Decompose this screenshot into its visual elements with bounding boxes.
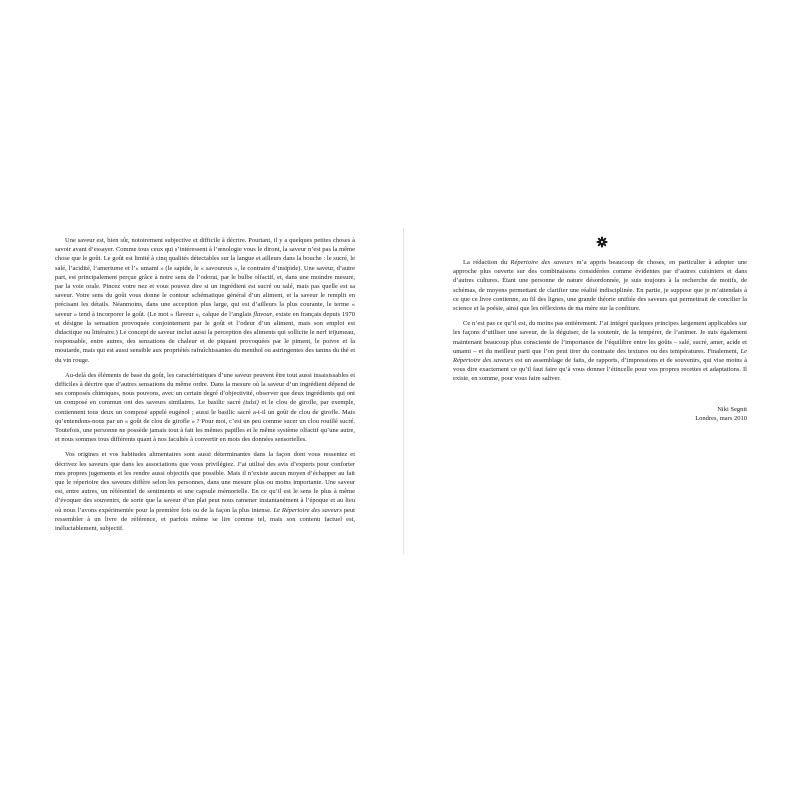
author-name: Niki Segnit (717, 406, 747, 413)
right-page-text (453, 258, 747, 390)
italic-title: Le Répertoire des saveurs (453, 347, 747, 365)
paragraph: Ce n’est pas ce qu’il est, du moins pas entièrement. J’ai intégré quelques principes largement applicables sur les façons d’utiliser une saveur, de la déguiser, de la soutenir, de la tempérer, de l’animer. Je suis également maintenant beaucoup plus consciente de l’importance de l’équilibre entre les goûts – salé, sucré, amer, acide et umami – et du meilleur parti que l’on peut tirer du contraste des textures ou des températures. Finalement, Le Répertoire des saveurs est un assemblage de faits, de rapports, d’impressions et de souvenirs, qui vise moins à vous dire exactement ce qu’il faut faire qu’à vous donner l’étincelle pour vos propres recettes et adaptations. Il existe, en somme, pour vous faire saliver. (453, 320, 747, 383)
italic-title: (tulsi) (243, 399, 259, 407)
place-date: Londres, mars 2010 (695, 415, 747, 423)
left-page-text (55, 236, 355, 539)
signature (600, 405, 747, 423)
paragraph: Vos origines et vos habitudes alimentaires sont aussi déterminantes dans la façon dont vous ressentez et décrivez les saveurs que dans les associations que vous privilégiez. J’ai utilisé des avis d’experts pour conforter mes propres jugements et les rendre aussi objectifs que possible. Mais il n’existe aucun moyen d’échapper au fait que le répertoire des saveurs diffère selon les personnes, dans une mesure plus ou moins importante. Une saveur est, entre autres, un référentiel de sentiments et une capsule mémorielle. En ce qu’il est le sens le plus à même d’évoquer des souvenirs, de sorte que la saveur d’un plat peut nous ramener instantanément à l’époque et au lieu où nous l’avons expérimentée pour la première fois ou de la façon la plus intense. Le Répertoire des saveurs peut ressembler à un livre de référence, et parfois même se lire comme tel, mais son contenu factuel est, inéluctablement, subjectif. (55, 451, 355, 533)
paragraph: Au-delà des éléments de base du goût, les caractéristiques d’une saveur peuvent être tout aussi insaisissables et difficiles à décrire que d’autres sensations du même ordre. Dans la mesure où la saveur d’un ingrédient dépend de ses composés chimiques, nous pouvons, avec un certain degré d’objectivité, observer que deux ingrédients qui ont un composé en commun ont des saveurs similaires. Le basilic sacré (tulsi) et le clou de girofle, par exemple, contiennent tous deux un composé appelé eugénol ; aussi le basilic sacré a-t-il un goût de clou de girofle. Mais qu’entendons-nous par un « goût de clou de girofle » ? Pour moi, c’est un peu comme sucer un clou rouillé sucré. Toutefois, une personne ne possède jamais tout à fait les mêmes papilles et le même système olfactif qu’une autre, et nous sommes tous différents quant à nos facultés à convertir en mots des données sensorielles. (55, 371, 355, 444)
paragraph: La rédaction du Répertoire des saveurs m’a appris beaucoup de choses, en particulier à adopter une approche plus ouverte sur des combinaisons considérées comme évidentes par d’autres cuisiniers et dans d’autres cultures. Étant une personne de nature désordonnée, je suis toujours à la recherche de motifs, de schémas, de moyens permettant de clarifier une réalité indisciplinée. En partie, je suppose que je m’attendais à ce que ce livre contienne, au fil des lignes, une grande théorie unifiée des saveurs qui permettrait de concilier la science et la poésie, ainsi que les réflexions de ma mère sur la confiture. (453, 259, 747, 313)
flower-ornament-icon (596, 236, 608, 248)
italic-title: Le Répertoire des saveurs (273, 506, 342, 514)
italic-title: flavour (253, 310, 273, 318)
paragraph: Une saveur est, bien sûr, notoirement subjective et difficile à décrire. Pourtant, il y a quelques petites choses à savoir avant d’essayer. Comme tous ceux qui s’intéressent à l’œnologie vous le diront, la saveur n’est pas la même chose que le goût. Le goût est limité à cinq qualités détectables sur la langue et ailleurs dans la bouche : le sucré, le salé, l’acidité, l’amertume et l’« umami » (le sapide, le « savoureux », le contraire d’insipide). Une saveur, d’autre part, est principalement perçue grâce à notre sens de l’odorat, par le bulbe olfactif, et, dans une moindre mesure, par la voie orale. Pincez votre nez et vous pouvez dire si un ingrédient est sucré ou salé, mais pas quelle est sa saveur. Votre sens du goût vous donne le contour schématique général d’un aliment, et la saveur le remplit en précisant les détails. Néanmoins, dans une acception plus large, qui est d’ailleurs la plus courante, le terme « saveur » tend à incorporer le goût. (Le mot « flaveur », calque de l’anglais flavour, existe en français depuis 1970 et désigne la sensation provoquée conjointement par le goût et l’odeur d’un aliment, mais son emploi est didactique ou littéraire.) Le concept de saveur inclut aussi la perception des aliments qui sollicite le nerf trijumeau, responsable, entre autres, des sensations de chaleur et de piquant provoquées par le piment, le poivre et la moutarde, mais qui est aussi sensible aux propriétés rafraîchissantes du menthol ou astringentes des tanins du thé et du vin rouge. (55, 237, 356, 364)
italic-title: Répertoire des saveurs (510, 259, 574, 266)
